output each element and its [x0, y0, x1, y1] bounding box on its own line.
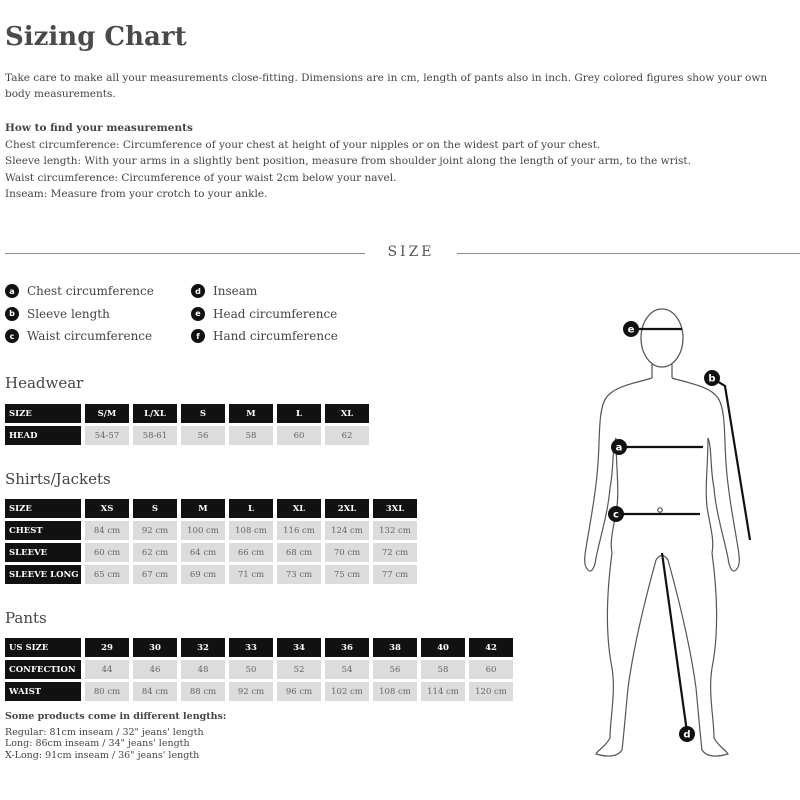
table-cell: 46 [133, 660, 177, 679]
table-cell: 60 cm [85, 543, 129, 562]
marker-c [608, 506, 624, 522]
header-cell: 30 [133, 638, 177, 657]
row-label: WAIST [5, 682, 81, 701]
marker-e [623, 321, 639, 337]
table-cell: 96 cm [277, 682, 321, 701]
table-cell: 72 cm [373, 543, 417, 562]
table-cell: 100 cm [181, 521, 225, 540]
table-cell: 124 cm [325, 521, 369, 540]
headwear-title: Headwear [5, 374, 84, 392]
intro-text: Take care to make all your measurements close-fitting. Dimensions are in cm, length of pants also in inch. Grey colored figures show your own body measurements. [5, 72, 768, 100]
legend-badge-e: e [191, 307, 205, 321]
table-cell: 54-57 [85, 426, 129, 445]
table-cell: 58 [421, 660, 465, 679]
shirts-title: Shirts/Jackets [5, 470, 111, 488]
table-cell: 70 cm [325, 543, 369, 562]
legend-badge-a: a [5, 284, 19, 298]
measurement-markers [608, 321, 720, 742]
header-cell: 38 [373, 638, 417, 657]
table-header-row [5, 404, 369, 423]
table-cell: 60 [277, 426, 321, 445]
divider-rule-left [5, 253, 365, 254]
header-cell: 33 [229, 638, 273, 657]
header-cell: L [277, 404, 321, 423]
table-cell: 56 [181, 426, 225, 445]
header-cell: S [181, 404, 225, 423]
header-cell: SIZE [5, 499, 81, 518]
marker-label: a [615, 442, 623, 454]
marker-label: e [627, 324, 635, 336]
table-cell: 48 [181, 660, 225, 679]
table-cell: 58-61 [133, 426, 177, 445]
sleeve-line [712, 378, 750, 540]
table-cell: 71 cm [229, 565, 273, 584]
legend-label: Chest circumference [27, 284, 154, 299]
marker-label: d [683, 729, 691, 741]
header-cell: S [133, 499, 177, 518]
measurement-lines [615, 329, 750, 732]
table-cell: 60 [469, 660, 513, 679]
header-cell: 40 [421, 638, 465, 657]
table-cell: 54 [325, 660, 369, 679]
instruction-inseam: Inseam: Measure from your crotch to your ankle. [5, 188, 268, 200]
header-cell: US SIZE [5, 638, 81, 657]
row-label: SLEEVE LONG [5, 565, 81, 584]
header-cell: 29 [85, 638, 129, 657]
table-cell: 116 cm [277, 521, 321, 540]
header-cell: 34 [277, 638, 321, 657]
table-cell: 108 cm [373, 682, 417, 701]
legend-item-hand [191, 325, 338, 348]
table-cell: 56 [373, 660, 417, 679]
legend-column-1 [5, 280, 154, 348]
divider-label: SIZE [387, 244, 435, 260]
table-cell: 92 cm [133, 521, 177, 540]
table-row [5, 521, 417, 540]
table-cell: 108 cm [229, 521, 273, 540]
inseam-line [662, 553, 687, 732]
row-label: HEAD [5, 426, 81, 445]
table-cell: 77 cm [373, 565, 417, 584]
length-regular: Regular: 81cm inseam / 32" jeans' length [5, 726, 204, 738]
table-row [5, 682, 513, 701]
header-cell: XL [325, 404, 369, 423]
legend-column-2 [191, 280, 338, 348]
header-cell: M [229, 404, 273, 423]
legend-label: Hand circumference [213, 329, 338, 344]
length-xlong: X-Long: 91cm inseam / 36" jeans' length [5, 749, 200, 761]
headwear-table [1, 401, 373, 448]
marker-a [611, 439, 627, 455]
header-cell: 42 [469, 638, 513, 657]
table-cell: 69 cm [181, 565, 225, 584]
legend-item-sleeve [5, 303, 154, 326]
table-cell: 102 cm [325, 682, 369, 701]
table-cell: 67 cm [133, 565, 177, 584]
table-cell: 80 cm [85, 682, 129, 701]
shirts-table [1, 496, 421, 587]
table-cell: 64 cm [181, 543, 225, 562]
lengths-title: Some products come in different lengths: [5, 711, 227, 722]
table-cell: 84 cm [85, 521, 129, 540]
table-row [5, 543, 417, 562]
header-cell: 2XL [325, 499, 369, 518]
table-cell: 62 [325, 426, 369, 445]
measurement-instructions [5, 120, 785, 203]
table-cell: 50 [229, 660, 273, 679]
row-label: CONFECTION [5, 660, 81, 679]
table-cell: 132 cm [373, 521, 417, 540]
size-divider [5, 243, 800, 263]
instructions-title: How to find your measurements [5, 122, 193, 134]
header-cell: XL [277, 499, 321, 518]
legend-badge-c: c [5, 329, 19, 343]
legend-item-waist [5, 325, 154, 348]
table-row [5, 565, 417, 584]
header-cell: 36 [325, 638, 369, 657]
legend-badge-d: d [191, 284, 205, 298]
header-cell: XS [85, 499, 129, 518]
pants-table [1, 635, 517, 704]
instruction-sleeve: Sleeve length: With your arms in a slightly bent position, measure from shoulder joint along the length of your arm, to the wrist. [5, 155, 691, 167]
header-cell: SIZE [5, 404, 81, 423]
legend-item-inseam [191, 280, 338, 303]
table-cell: 68 cm [277, 543, 321, 562]
row-label: SLEEVE [5, 543, 81, 562]
legend-item-chest [5, 280, 154, 303]
marker-label: b [708, 373, 716, 385]
header-cell: S/M [85, 404, 129, 423]
header-cell: 3XL [373, 499, 417, 518]
divider-rule-right [457, 253, 800, 254]
table-cell: 120 cm [469, 682, 513, 701]
marker-d [679, 726, 695, 742]
pants-title: Pants [5, 609, 47, 627]
header-cell: L/XL [133, 404, 177, 423]
legend-badge-b: b [5, 307, 19, 321]
table-cell: 44 [85, 660, 129, 679]
legend-label: Sleeve length [27, 306, 110, 321]
legend-label: Head circumference [213, 306, 338, 321]
legend-item-head [191, 303, 338, 326]
marker-label: c [613, 509, 619, 521]
marker-b [704, 370, 720, 386]
legend-label: Inseam [213, 284, 258, 299]
table-header-row [5, 638, 513, 657]
table-cell: 114 cm [421, 682, 465, 701]
header-cell: M [181, 499, 225, 518]
table-cell: 88 cm [181, 682, 225, 701]
table-header-row [5, 499, 417, 518]
legend-label: Waist circumference [27, 329, 153, 344]
table-cell: 52 [277, 660, 321, 679]
table-row [5, 426, 369, 445]
table-cell: 65 cm [85, 565, 129, 584]
page-title: Sizing Chart [5, 22, 187, 52]
table-cell: 73 cm [277, 565, 321, 584]
body-measurement-figure [570, 298, 770, 768]
table-row [5, 660, 513, 679]
header-cell: L [229, 499, 273, 518]
table-cell: 62 cm [133, 543, 177, 562]
header-cell: 32 [181, 638, 225, 657]
instruction-chest: Chest circumference: Circumference of your chest at height of your nipples or on the widest part of your chest. [5, 138, 601, 151]
instruction-waist: Waist circumference: Circumference of your waist 2cm below your navel. [5, 171, 397, 184]
legend-badge-f: f [191, 329, 205, 343]
table-cell: 75 cm [325, 565, 369, 584]
table-cell: 92 cm [229, 682, 273, 701]
row-label: CHEST [5, 521, 81, 540]
length-long: Long: 86cm inseam / 34" jeans' length [5, 738, 190, 749]
table-cell: 84 cm [133, 682, 177, 701]
table-cell: 66 cm [229, 543, 273, 562]
lengths-note [5, 711, 226, 761]
table-cell: 58 [229, 426, 273, 445]
